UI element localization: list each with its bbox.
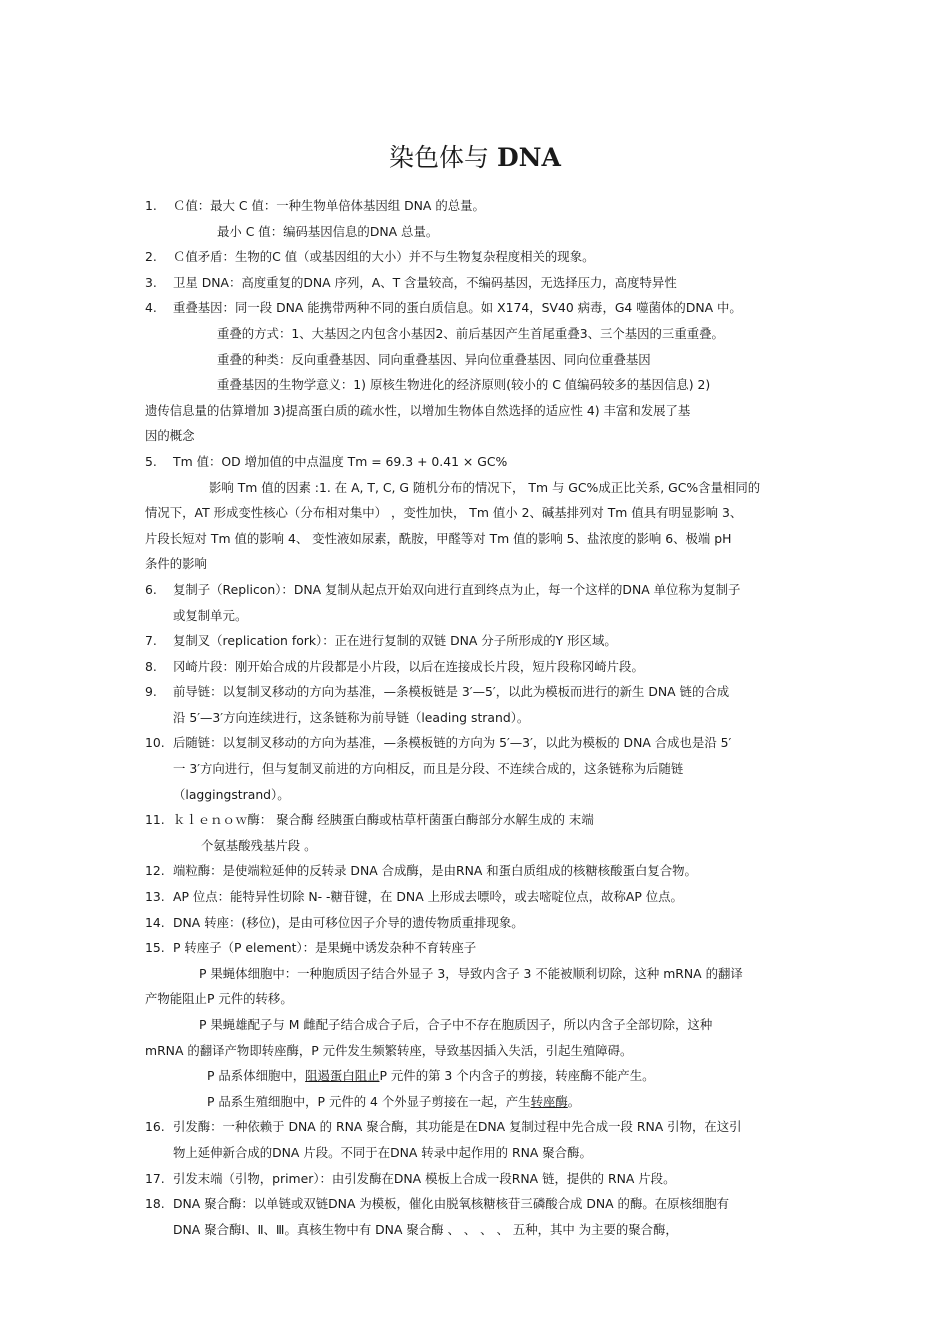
item-text: 沿 5′—3′方向连续进行，这条链称为前导链（leading strand）。 xyxy=(173,709,530,725)
text-span: P 元件的第 3 个内含子的剪接，转座酶不能产生。 xyxy=(379,1068,655,1084)
item-text: P 转座子（P element）：是果蝇中诱发杂种不育转座子 xyxy=(173,940,477,956)
item-text: Tm 值：OD 增加值的中点温度 Tm = 69.3 + 0.41 × GC% xyxy=(173,453,508,469)
item-text: 冈崎片段：刚开始合成的片段都是小片段，以后在连接成长片段，短片段称冈崎片段。 xyxy=(173,658,644,674)
sub-text: P 果蝇雄配子与 M 雌配子结合成合子后，合子中不存在胞质因子，所以内含子全部切除，这种 xyxy=(199,1017,713,1032)
item-text: Ｃ值：最大 C 值：一种生物单倍体基因组 DNA 的总量。 xyxy=(173,198,485,213)
item-number: 13. xyxy=(145,889,165,905)
item-number: 2. xyxy=(145,249,157,265)
list-item xyxy=(145,628,815,654)
list-item xyxy=(145,1114,815,1165)
item-number: 14. xyxy=(145,914,165,930)
text-span: P 品系生殖细胞中，P 元件的 4 个外显子剪接在一起，产生 xyxy=(207,1093,531,1109)
item-number: 4. xyxy=(145,300,157,316)
item-number: 8. xyxy=(145,658,157,674)
sub-text: 因的概念 xyxy=(145,428,195,444)
item-number: 11. xyxy=(145,812,165,828)
item-text: DNA 聚合酶：以单链或双链DNA 为模板，催化由脱氧核糖核苷三磷酸合成 DNA 的酶。在原核细胞有 xyxy=(173,1196,730,1212)
item-number: 5. xyxy=(145,453,157,469)
item-number: 16. xyxy=(145,1119,165,1135)
sub-text: 情况下，AT 形成变性核心（分布相对集中） ，变性加快， Tm 值小 2、碱基排列对 Tm 值具有明显影响 3、 xyxy=(145,505,743,521)
item-text: 复制叉（replication fork）：正在进行复制的双链 DNA 分子所形成的Y 形区域。 xyxy=(173,633,617,649)
item-number: 7. xyxy=(145,633,157,649)
title-text: 染色体与 xyxy=(389,143,497,172)
item-text: 引发酶：一种依赖于 DNA 的 RNA 聚合酶，其功能是在DNA 复制过程中先合成一段 RNA 引物，在这引 xyxy=(173,1119,742,1135)
item-number: 6. xyxy=(145,581,157,597)
item-text: 卫星 DNA：高度重复的DNA 序列，A、T 含量较高，不编码基因，无选择压力，高度特异性 xyxy=(173,274,677,290)
sub-text: 影响 Tm 值的因素 :1. 在 A, T, C, G 随机分布的情况下， Tm 与 GC%成正比关系, GC%含量相同的 xyxy=(209,479,761,495)
sub-text: mRNA 的翻译产物即转座酶，P 元件发生频繁转座，导致基因插入失活，引起生殖障碍。 xyxy=(145,1042,633,1058)
list-item xyxy=(145,1166,815,1192)
item-text: 或复制单元。 xyxy=(173,607,248,623)
item-text: Ｃ值矛盾：生物的C 值（或基因组的大小）并不与生物复杂程度相关的现象。 xyxy=(173,249,595,265)
list-item xyxy=(145,884,815,910)
underlined-text: 阻遏蛋白阻止 xyxy=(305,1068,380,1084)
sub-text: 遗传信息量的估算增加 3)提高蛋白质的疏水性，以增加生物体自然选择的适应性 4) 丰富和发展了基 xyxy=(145,402,691,418)
title-dna: DNA xyxy=(497,143,561,172)
item-number: 18. xyxy=(145,1196,165,1212)
item-number: 17. xyxy=(145,1170,165,1186)
item-text: 复制子（Replicon）：DNA 复制从起点开始双向进行直到终点为止，每一个这样的DNA 单位称为复制子 xyxy=(173,581,741,597)
list-item xyxy=(145,193,815,219)
item-text: DNA 聚合酶Ⅰ、Ⅱ、Ⅲ。真核生物中有 DNA 聚合酶 、 、 、 、 五种，其中 为主要的聚合酶， xyxy=(173,1221,678,1237)
item-text: ｋｌｅｎｏｗ酶： 聚合酶 经胰蛋白酶或枯草杆菌蛋白酶部分水解生成的 末端 xyxy=(173,812,594,828)
item-text: 个氨基酸残基片段 。 xyxy=(201,837,317,853)
list-item xyxy=(145,679,815,730)
item-number: 10. xyxy=(145,735,165,751)
list-item xyxy=(145,1191,815,1242)
list-item xyxy=(145,858,815,884)
item-number: 1. xyxy=(145,198,157,213)
list-item xyxy=(145,295,815,321)
sub-text: 产物能阻止P 元件的转移。 xyxy=(145,991,293,1007)
item-text: 后随链：以复制叉移动的方向为基准，—条模板链的方向为 5′—3′，以此为模板的 DNA 合成也是沿 5′ xyxy=(173,735,732,751)
text-span: P 品系体细胞中， xyxy=(207,1068,306,1084)
page-title xyxy=(0,138,950,174)
item-text: 一 3′方向进行，但与复制叉前进的方向相反，而且是分段、不连续合成的，这条链称为后随链 xyxy=(173,761,684,777)
list-item xyxy=(145,807,815,858)
sub-text: 最小 C 值：编码基因信息的DNA 总量。 xyxy=(217,223,439,239)
list-item xyxy=(145,449,815,475)
list-item xyxy=(145,577,815,628)
sub-text: 片段长短对 Tm 值的影响 4、 变性液如尿素，酰胺，甲醛等对 Tm 值的影响 5、盐浓度的影响 6、极端 pH xyxy=(145,530,732,546)
sub-text: 条件的影响 xyxy=(145,556,207,572)
list-item xyxy=(145,935,815,961)
list-item xyxy=(145,244,815,270)
item-text: 物上延伸新合成的DNA 片段。不同于在DNA 转录中起作用的 RNA 聚合酶。 xyxy=(173,1144,592,1160)
item-text: （laggingstrand）。 xyxy=(173,786,290,802)
sub-text: P 果蝇体细胞中：一种胞质因子结合外显子 3，导致内含子 3 不能被顺利切除，这种 mRNA 的翻译 xyxy=(199,965,743,981)
list-item xyxy=(145,654,815,680)
item-number: 9. xyxy=(145,684,157,700)
sub-text xyxy=(145,1063,815,1089)
underlined-text: 转座酶 xyxy=(530,1093,568,1109)
item-text: 引发末端（引物，primer）：由引发酶在DNA 模板上合成一段RNA 链，提供的 RNA 片段。 xyxy=(173,1170,676,1186)
item-text: DNA 转座：(移位)，是由可移位因子介导的遗传物质重排现象。 xyxy=(173,914,524,930)
item-text: 重叠基因：同一段 DNA 能携带两种不同的蛋白质信息。如 X174，SV40 病毒，G4 噬菌体的DNA 中。 xyxy=(173,300,742,316)
item-number: 3. xyxy=(145,274,157,290)
list-item xyxy=(145,730,815,807)
item-text: 前导链：以复制叉移动的方向为基准，—条模板链是 3′—5′，以此为模板而进行的新生 DNA 链的合成 xyxy=(173,684,730,700)
document-body xyxy=(145,193,815,1242)
item-number: 12. xyxy=(145,863,165,879)
item-text: 端粒酶：是使端粒延伸的反转录 DNA 合成酶，是由RNA 和蛋白质组成的核糖核酸蛋白复合物。 xyxy=(173,863,697,879)
sub-text: 重叠基因的生物学意义：1) 原核生物进化的经济原则(较小的 C 值编码较多的基因信息) 2) xyxy=(217,377,711,393)
sub-text: 重叠的种类：反向重叠基因、同向重叠基因、异向位重叠基因、同向位重叠基因 xyxy=(217,351,651,367)
text-span: 。 xyxy=(567,1093,581,1109)
sub-text xyxy=(145,1089,815,1115)
list-item xyxy=(145,270,815,296)
item-text: AP 位点：能特异性切除 N- -糖苷键，在 DNA 上形成去嘌呤，或去嘧啶位点，故称AP 位点。 xyxy=(173,889,683,905)
item-number: 15. xyxy=(145,940,165,956)
list-item xyxy=(145,910,815,936)
sub-text: 重叠的方式：1、大基因之内包含小基因2、前后基因产生首尾重叠3、三个基因的三重重叠。 xyxy=(217,325,724,341)
